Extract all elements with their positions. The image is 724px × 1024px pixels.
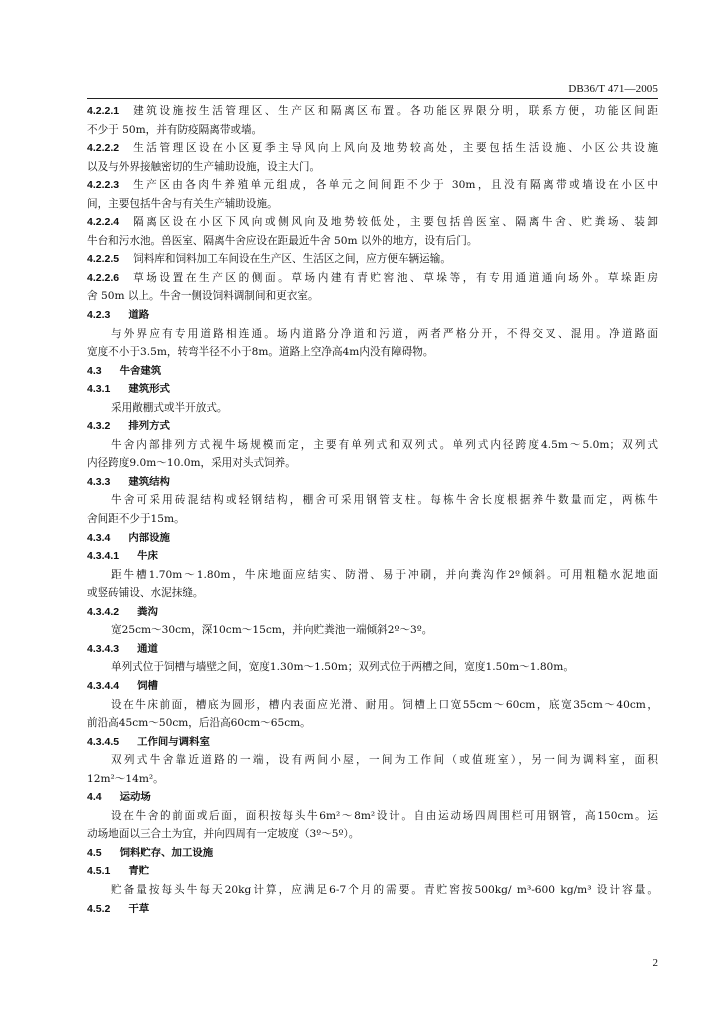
section-heading — [87, 473, 658, 492]
standard-code: DB36/T 471—2005 — [568, 83, 658, 95]
clause-text: 生产区由各肉牛养殖单元组成，各单元之间间距不少于 30m，且没有隔离带或墙设在小区中 — [133, 179, 658, 192]
paragraph-line: 牛舍内部排列方式视牛场规模而定，主要有单列式和双列式。单列式内径跨度4.5m～5.0m；双列式 — [111, 438, 658, 451]
header-rule — [87, 98, 658, 99]
paragraph-line: 双列式牛舍靠近道路的一端，设有两间小屋，一间为工作间（或值班室），另一间为调料室，面积 — [111, 754, 658, 767]
section-title: 牛床 — [137, 550, 158, 563]
section-number: 4.3.4 — [87, 531, 111, 544]
section-title: 通道 — [137, 642, 158, 655]
section-title: 饲槽 — [137, 679, 158, 692]
clause-text: 饲料库和饲料加工车间设在生产区、生活区之间，应方便车辆运输。 — [133, 253, 451, 266]
section-title: 干草 — [128, 902, 150, 915]
section-heading — [87, 547, 658, 566]
section-heading — [87, 844, 658, 863]
section-title: 内部设施 — [128, 531, 170, 544]
clause-number: 4.2.2.1 — [87, 105, 120, 117]
section-heading — [87, 529, 658, 548]
paragraph-line: 贮备量按每头牛每天20kg计算，应满足6-7个月的需要。青贮窖按500kg/ m³-600 kg/m³ 设计容量。 — [111, 883, 658, 896]
clause-line — [87, 250, 658, 269]
clause-text: 草场设置在生产区的侧面。草场内建有青贮窖池、草垛等，有专用通道通向场外。草垛距房 — [133, 271, 658, 284]
section-heading — [87, 862, 658, 881]
clause-line — [87, 213, 658, 232]
paragraph-line: 牛台和污水池。兽医室、隔离牛舍应设在距最近牛舍 50m 以外的地方，设有后门。 — [87, 234, 478, 247]
clause-text: 生活管理区设在小区夏季主导风向上风向及地势较高处，主要包括生活设施、小区公共设施 — [133, 142, 658, 155]
paragraph-line: 间，主要包括牛舍与有关生产辅助设施。 — [87, 197, 278, 210]
clause-number: 4.2.2.6 — [87, 271, 120, 284]
section-title: 道路 — [128, 309, 150, 322]
section-number: 4.3.4.4 — [87, 679, 120, 692]
section-heading — [87, 380, 658, 399]
section-heading — [87, 733, 658, 752]
paragraph-line: 设在牛床前面，槽底为圆形，槽内表面应光滑、耐用。饲槽上口宽55cm～60cm，底宽35cm～40cm， — [111, 698, 658, 711]
clause-number: 4.2.2.4 — [87, 216, 120, 229]
section-title: 运动场 — [119, 791, 151, 804]
section-title: 粪沟 — [137, 605, 158, 618]
paragraph-line: 动场地面以三合土为宜，并向四周有一定坡度（3º～5º）。 — [87, 828, 360, 841]
section-number: 4.3 — [87, 364, 102, 377]
paragraph-line: 设在牛舍的前面或后面，面积按每头牛6m²～8m²设计。自由运动场四周围栏可用钢管，高150cm。运 — [111, 809, 658, 822]
clause-line — [87, 139, 658, 158]
section-title: 建筑形式 — [128, 383, 170, 396]
clause-number: 4.2.2.5 — [87, 253, 120, 266]
document-body — [87, 102, 658, 918]
paragraph-line: 不少于 50m，并有防疫隔离带或墙。 — [87, 123, 263, 136]
section-heading — [87, 788, 658, 807]
paragraph-line: 单列式位于饲槽与墙壁之间，宽度1.30m～1.50m；双列式位于两槽之间，宽度1.50m～1.80m。 — [111, 661, 574, 674]
paragraph-line: 牛舍可采用砖混结构或轻钢结构，棚舍可采用钢管支柱。每栋牛舍长度根据养牛数量而定，两栋牛 — [111, 494, 658, 507]
section-number: 4.3.4.3 — [87, 642, 120, 655]
clause-line — [87, 176, 658, 195]
section-title: 牛舍建筑 — [119, 364, 162, 377]
section-number: 4.3.2 — [87, 420, 111, 433]
section-number: 4.5.2 — [87, 902, 111, 915]
section-number: 4.3.4.5 — [87, 735, 120, 748]
section-heading — [87, 900, 658, 919]
clause-line — [87, 102, 658, 121]
section-title: 建筑结构 — [128, 475, 170, 488]
paragraph-line: 12m²～14m²。 — [87, 772, 164, 785]
clause-line — [87, 269, 658, 288]
section-number: 4.3.3 — [87, 475, 111, 488]
paragraph-line: 舍 50m 以上。牛舍一侧设饲料调制间和更衣室。 — [87, 290, 319, 303]
section-number: 4.3.4.2 — [87, 605, 120, 618]
section-heading — [87, 603, 658, 622]
paragraph-line: 采用敞棚式或半开放式。 — [111, 401, 228, 414]
section-number: 4.3.1 — [87, 383, 111, 396]
paragraph-line: 或竖砖铺设、水泥抹缝。 — [87, 587, 204, 600]
paragraph-line: 宽25cm～30cm，深10cm～15cm，并向贮粪池一端倾斜2º～3º。 — [111, 624, 433, 637]
section-heading — [87, 640, 658, 659]
section-number: 4.5 — [87, 846, 102, 859]
paragraph-line: 与外界应有专用道路相连通。场内道路分净道和污道，两者严格分开，不得交叉、混用。净道路面 — [111, 327, 658, 340]
section-number: 4.4 — [87, 791, 102, 804]
paragraph-line: 以及与外界接触密切的生产辅助设施，设主大门。 — [87, 160, 321, 173]
paragraph-line: 前沿高45cm～50cm，后沿高60cm～65cm。 — [87, 717, 311, 730]
section-heading — [87, 417, 658, 436]
section-title: 青贮 — [128, 865, 150, 878]
section-heading — [87, 677, 658, 696]
section-number: 4.3.4.1 — [87, 550, 120, 563]
section-title: 饲料贮存、加工设施 — [119, 846, 214, 859]
clause-number: 4.2.2.3 — [87, 179, 120, 192]
paragraph-line: 宽度不小于3.5m，转弯半径不小于8m。道路上空净高4m内没有障碍物。 — [87, 346, 434, 359]
page-number: 2 — [652, 957, 658, 969]
paragraph-line: 内径跨度9.0m～10.0m，采用对头式饲养。 — [87, 457, 296, 470]
section-number: 4.2.3 — [87, 309, 111, 322]
clause-number: 4.2.2.2 — [87, 142, 120, 155]
paragraph-line: 距牛槽1.70m～1.80m，牛床地面应结实、防滑、易于冲刷，并向粪沟作2º倾斜。可用粗糙水泥地面 — [111, 568, 658, 581]
section-heading — [87, 306, 658, 325]
section-number: 4.5.1 — [87, 865, 111, 878]
section-title: 排列方式 — [128, 420, 170, 433]
clause-text: 隔离区设在小区下风向或侧风向及地势较低处，主要包括兽医室、隔离牛舍、贮粪场、装卸 — [133, 216, 658, 229]
clause-text: 建筑设施按生活管理区、生产区和隔离区布置。各功能区界限分明，联系方便，功能区间距 — [133, 105, 658, 117]
paragraph-line: 舍间距不少于15m。 — [87, 513, 185, 526]
section-heading — [87, 362, 658, 381]
section-title: 工作间与调料室 — [137, 735, 210, 748]
